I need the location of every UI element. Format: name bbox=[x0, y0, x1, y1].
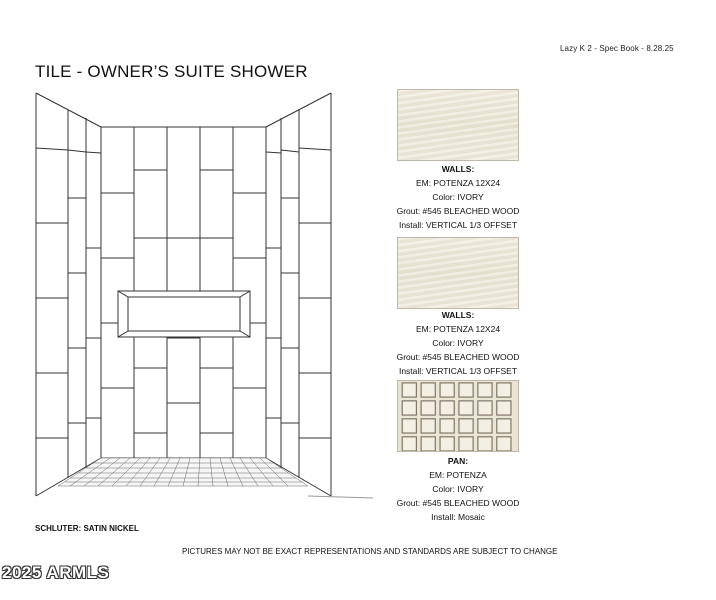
mosaic-tile bbox=[402, 437, 416, 451]
mosaic-tile bbox=[478, 383, 492, 397]
spec-line: EM: POTENZA bbox=[429, 470, 487, 480]
mosaic-tile bbox=[440, 437, 454, 451]
spec-line: Grout: #545 BLEACHED WOOD bbox=[396, 498, 520, 508]
mosaic-tile bbox=[421, 401, 435, 415]
spec-line: Color: IVORY bbox=[432, 192, 484, 202]
mosaic-tile bbox=[440, 401, 454, 415]
shower-elevation-drawing bbox=[28, 88, 373, 503]
shower-pan-mosaic bbox=[58, 458, 308, 486]
mosaic-tile bbox=[497, 401, 511, 415]
mosaic-tile bbox=[421, 419, 435, 433]
pan-tile-spec bbox=[375, 454, 541, 524]
shower-niche bbox=[118, 291, 250, 337]
page-title: TILE - OWNER’S SUITE SHOWER bbox=[35, 62, 308, 81]
mosaic-tile bbox=[497, 419, 511, 433]
mosaic-tile bbox=[497, 437, 511, 451]
mosaic-tile bbox=[497, 383, 511, 397]
mosaic-tile bbox=[440, 383, 454, 397]
mosaic-tile bbox=[459, 383, 473, 397]
mosaic-tile bbox=[478, 401, 492, 415]
mosaic-tile bbox=[402, 383, 416, 397]
header-reference: Lazy K 2 - Spec Book - 8.28.25 bbox=[560, 44, 674, 53]
spec-heading: WALLS: bbox=[441, 164, 475, 174]
spec-line: Grout: #545 BLEACHED WOOD bbox=[396, 206, 520, 216]
spec-line: Install: Mosaic bbox=[431, 512, 485, 522]
spec-heading: PAN: bbox=[447, 456, 469, 466]
mosaic-tile bbox=[402, 419, 416, 433]
spec-line: Color: IVORY bbox=[432, 484, 484, 494]
spec-line: Install: VERTICAL 1/3 OFFSET bbox=[398, 366, 518, 376]
spec-line: Grout: #545 BLEACHED WOOD bbox=[396, 352, 520, 362]
schluter-note: SCHLUTER: SATIN NICKEL bbox=[35, 524, 139, 533]
mosaic-tile bbox=[421, 383, 435, 397]
wall-tile-spec bbox=[375, 162, 541, 232]
spec-heading: WALLS: bbox=[441, 310, 475, 320]
mosaic-tile bbox=[402, 401, 416, 415]
spec-line: Install: VERTICAL 1/3 OFFSET bbox=[398, 220, 518, 230]
pan-mosaic-swatch bbox=[397, 380, 519, 452]
disclaimer: PICTURES MAY NOT BE EXACT REPRESENTATIONS AND STANDARDS ARE SUBJECT TO CHANGE bbox=[182, 547, 558, 556]
mosaic-tile bbox=[440, 419, 454, 433]
wall-tile-spec-2 bbox=[375, 308, 541, 378]
mosaic-tile bbox=[459, 401, 473, 415]
mosaic-tile bbox=[478, 437, 492, 451]
wall-tile-swatch-2 bbox=[397, 237, 519, 309]
mosaic-tile bbox=[478, 419, 492, 433]
mosaic-tile bbox=[459, 437, 473, 451]
spec-line: EM: POTENZA 12X24 bbox=[415, 178, 501, 188]
mosaic-tile bbox=[459, 419, 473, 433]
spec-line: Color: IVORY bbox=[432, 338, 484, 348]
spec-line: EM: POTENZA 12X24 bbox=[415, 324, 501, 334]
mosaic-tile bbox=[421, 437, 435, 451]
watermark: 2025 ARMLS bbox=[2, 563, 110, 582]
wall-tile-swatch bbox=[397, 89, 519, 161]
